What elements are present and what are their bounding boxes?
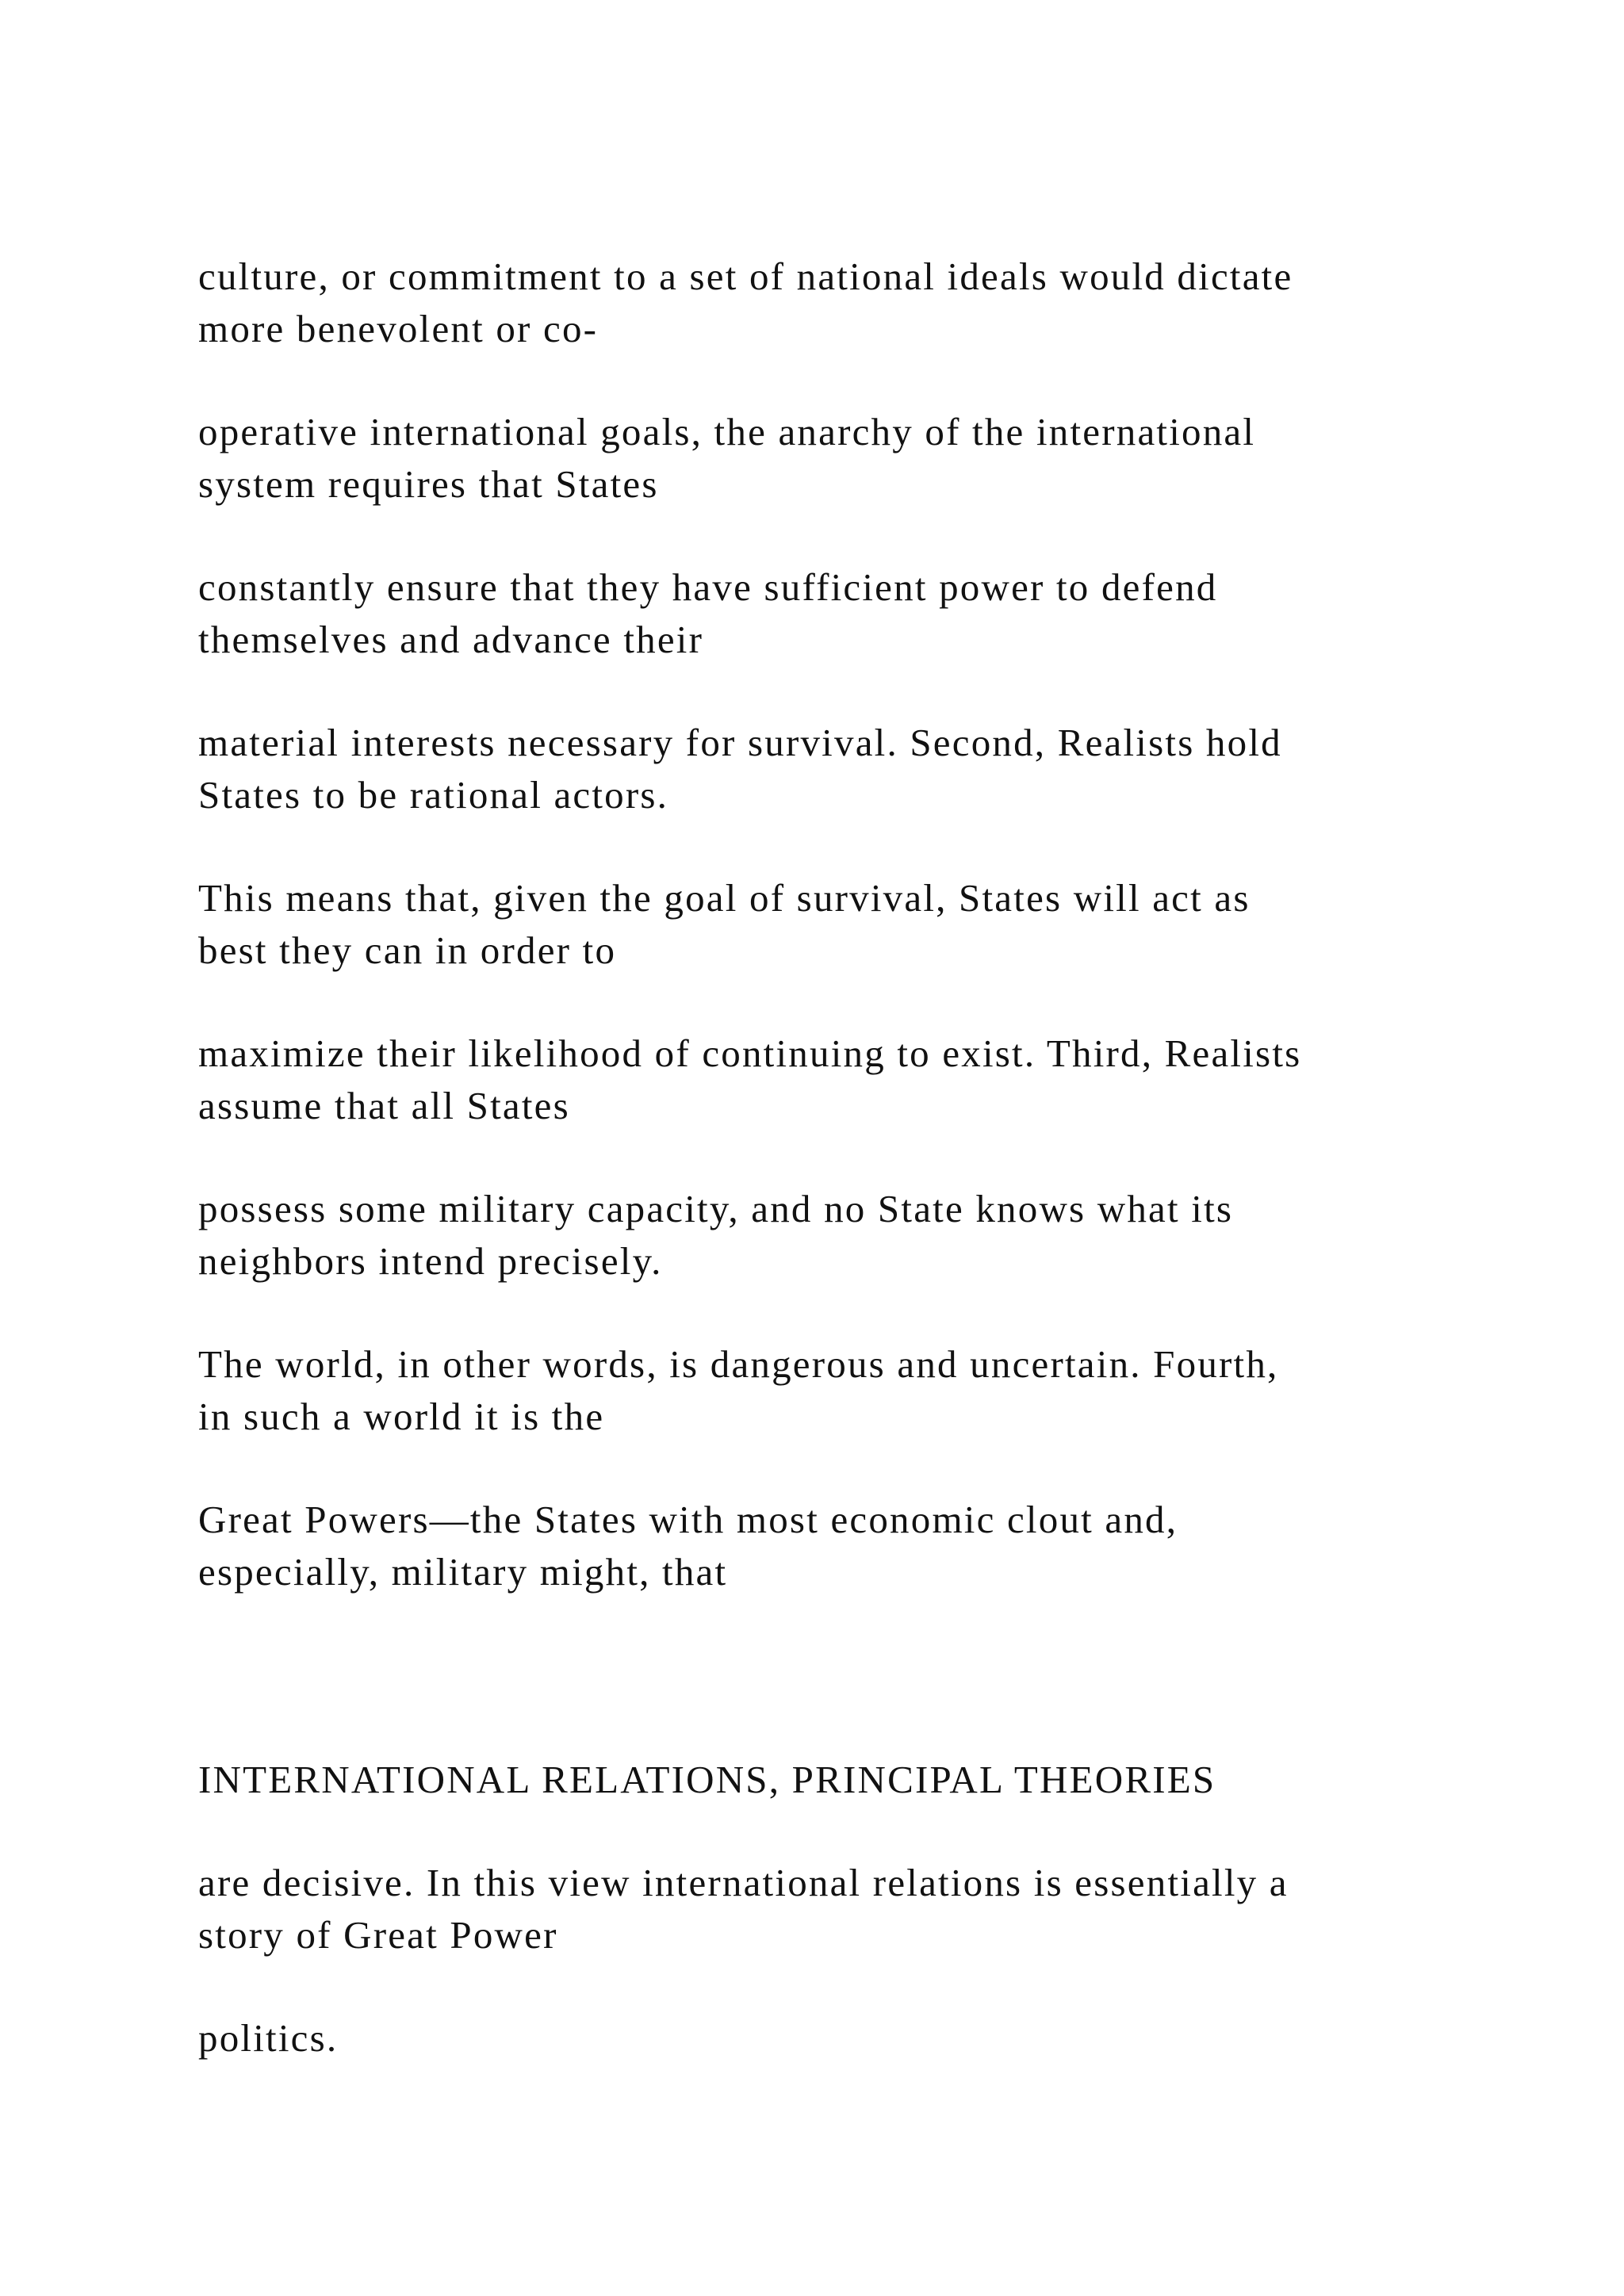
text-line: operative international goals, the anarchy of the international (198, 410, 1256, 453)
page-break-gap (198, 1649, 1467, 1754)
running-header: INTERNATIONAL RELATIONS, PRINCIPAL THEORIES (198, 1758, 1216, 1801)
text-line: culture, or commitment to a set of national ideals would dictate (198, 254, 1293, 298)
paragraph-9 (198, 1494, 1467, 1598)
paragraph-1 (198, 251, 1467, 355)
text-line: more benevolent or co- (198, 307, 599, 350)
paragraph-7 (198, 1183, 1467, 1288)
paragraph-11 (198, 2012, 1467, 2064)
paragraph-5 (198, 872, 1467, 977)
text-line: themselves and advance their (198, 618, 704, 661)
document-page (198, 251, 1467, 2115)
text-line: best they can in order to (198, 928, 617, 972)
paragraph-3 (198, 561, 1467, 666)
text-line: politics. (198, 2016, 339, 2060)
text-line: Great Powers—the States with most economic clout and, (198, 1498, 1178, 1541)
text-line: constantly ensure that they have sufficient power to defend (198, 565, 1218, 609)
text-line: especially, military might, that (198, 1550, 728, 1594)
text-line: maximize their likelihood of continuing to exist. Third, Realists (198, 1031, 1302, 1075)
paragraph-2 (198, 406, 1467, 511)
paragraph-10 (198, 1857, 1467, 1961)
text-line: are decisive. In this view international relations is essentially a (198, 1861, 1289, 1904)
text-line: This means that, given the goal of survival, States will act as (198, 876, 1251, 920)
paragraph-4 (198, 717, 1467, 821)
text-line: in such a world it is the (198, 1395, 605, 1438)
text-line: possess some military capacity, and no State knows what its (198, 1187, 1234, 1230)
text-line: story of Great Power (198, 1913, 558, 1957)
text-line: system requires that States (198, 462, 659, 506)
text-line: material interests necessary for survival. Second, Realists hold (198, 721, 1282, 764)
text-line: The world, in other words, is dangerous and uncertain. Fourth, (198, 1342, 1279, 1386)
paragraph-8 (198, 1338, 1467, 1443)
text-line: neighbors intend precisely. (198, 1239, 663, 1283)
paragraph-6 (198, 1027, 1467, 1132)
text-line: assume that all States (198, 1084, 570, 1127)
text-line: States to be rational actors. (198, 773, 669, 817)
